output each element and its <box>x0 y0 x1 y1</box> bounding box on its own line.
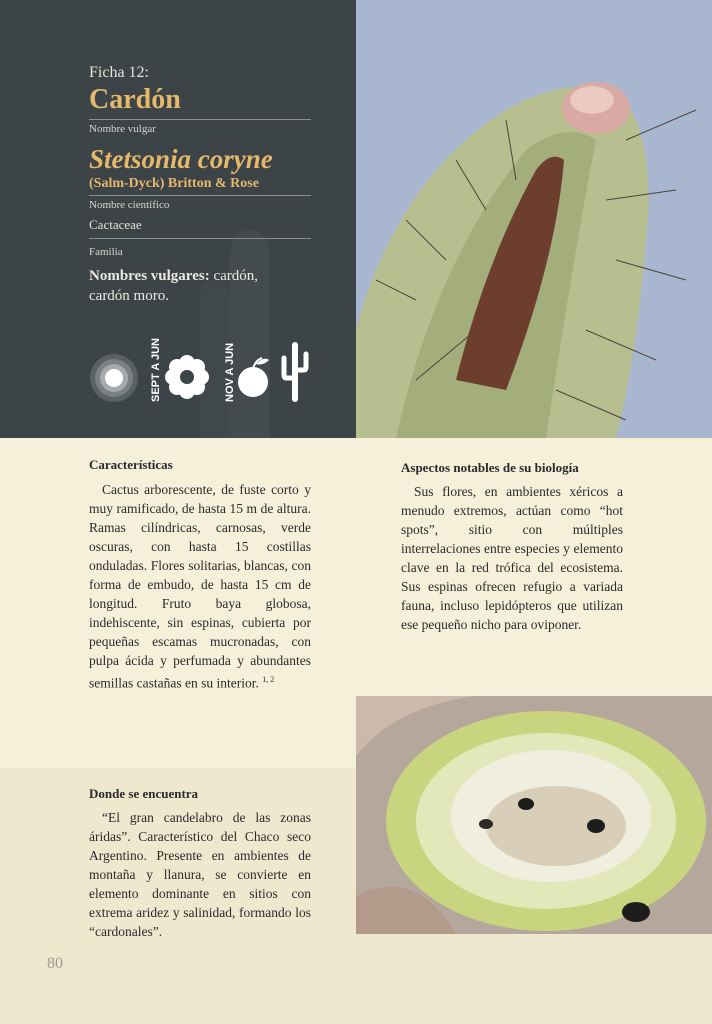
characteristics-refs: 1, 2 <box>262 675 275 684</box>
common-name-label: Nombre vulgar <box>89 123 156 135</box>
characteristics-body: Cactus arborescente, de fuste corto y muy ramificado, de hasta 15 m de altura. Ramas cilíndricas, carnosas, verde oscuras, con hasta 15 costillas onduladas. Flores solitarias, blancas, con forma de embudo, de hasta 15 cm de longitud. Fruto baya globosa, indehiscente, sin espinas, cubierta por pequeñas escamas mucronadas, con pulpa ácida y perfumada y abundantes semillas castañas en su interior. <box>89 482 311 691</box>
biology-body: Sus flores, en ambientes xéricos a menudo extremos, actúan como “hot spots”, sitio con múltiples interrelaciones entre especies y elemento clave en la red trófica del ecosistema. Sus espinas ofrecen refugio a variada fauna, incluso lepidópteros que utilizan ese pequeño nicho para oviponer. <box>401 484 623 632</box>
cactus-flower-illustration <box>356 0 712 438</box>
family-name: Cactaceae <box>89 217 142 232</box>
scientific-name-label: Nombre científico <box>89 199 170 211</box>
location-body: “El gran candelabro de las zonas áridas”. Característico del Chaco seco Argentino. Presente en ambientes de montaña y llanura, se convierte en elemento dominante en sitios con extrema aridez y salinidad, formando los “cardonales”. <box>89 810 311 939</box>
divider <box>89 195 311 196</box>
characteristics-title: Características <box>89 457 173 472</box>
family-label: Familia <box>89 246 123 258</box>
common-name-title: Cardón <box>89 84 181 115</box>
vulgar-names-label: Nombres vulgares: <box>89 268 210 284</box>
scientific-name: Stetsonia coryne <box>89 144 273 174</box>
page-number: 80 <box>47 955 63 972</box>
fruiting-months: NOV A JUN <box>224 342 236 402</box>
biology-text <box>401 482 623 634</box>
blank-panel <box>356 934 712 1024</box>
location-text <box>89 808 311 941</box>
scientific-authority: (Salm-Dyck) Britton & Rose <box>89 176 259 191</box>
apple-icon <box>236 354 272 400</box>
divider <box>89 238 311 239</box>
sheet-number: Ficha 12: <box>89 64 149 81</box>
species-header-panel <box>0 0 356 438</box>
phenology-icons <box>88 340 318 410</box>
flower-icon <box>164 354 210 400</box>
cactus-flower-photo <box>356 0 712 438</box>
biology-title: Aspectos notables de su biología <box>401 460 579 475</box>
flowering-months: SEPT A JUN <box>150 338 162 402</box>
divider <box>89 119 311 120</box>
location-title: Donde se encuentra <box>89 786 199 801</box>
vulgar-names-value: cardón, cardón moro. <box>89 268 259 304</box>
cactus-icon <box>280 340 310 404</box>
characteristics-text <box>89 480 311 693</box>
fruit-photo <box>356 696 712 934</box>
fruit-illustration <box>356 696 712 934</box>
sun-circle-icon <box>88 352 140 404</box>
vulgar-names <box>89 266 289 306</box>
